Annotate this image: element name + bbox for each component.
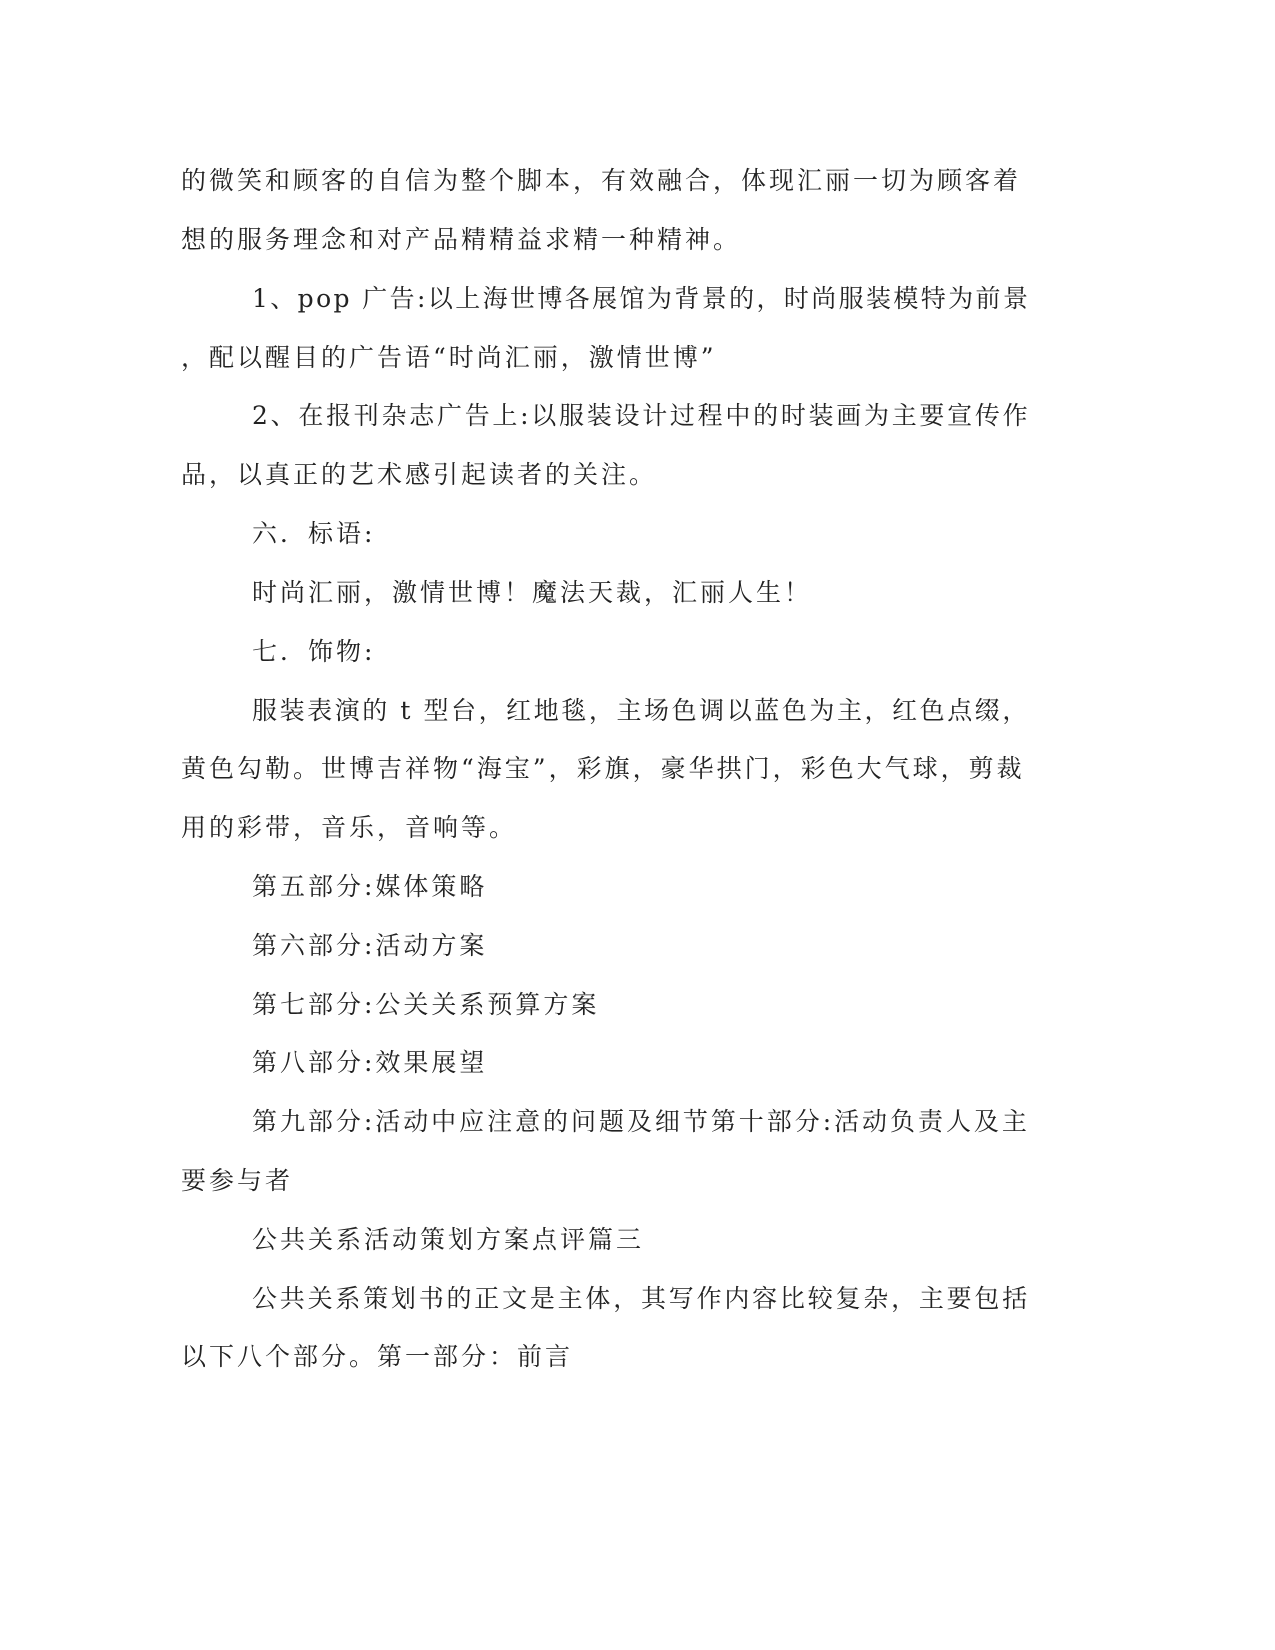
part-seven-heading: 第七部分:公关关系预算方案 bbox=[252, 990, 600, 1019]
part-five-heading: 第五部分:媒体策略 bbox=[252, 872, 488, 901]
text-line-5: 2、在报刊杂志广告上:以服装设计过程中的时装画为主要宣传作 bbox=[252, 401, 1031, 430]
text-line-4: ，配以醒目的广告语“时尚汇丽，激情世博” bbox=[181, 343, 717, 372]
text-line-3: 1、pop 广告:以上海世博各展馆为背景的，时尚服装模特为前景 bbox=[252, 284, 1031, 313]
section-heading-slogan: 六．标语: bbox=[252, 519, 376, 548]
text-line-10: 服装表演的 t 型台，红地毯，主场色调以蓝色为主，红色点缀， bbox=[252, 696, 1030, 725]
text-line-8: 时尚汇丽，激情世博！魔法天裁，汇丽人生！ bbox=[252, 578, 813, 607]
text-line-20: 公共关系策划书的正文是主体，其写作内容比较复杂，主要包括 bbox=[252, 1284, 1031, 1313]
text-line-11: 黄色勾勒。世博吉祥物“海宝”，彩旗，豪华拱门，彩色大气球，剪裁 bbox=[181, 754, 1025, 783]
text-line-12: 用的彩带，音乐，音响等。 bbox=[181, 813, 518, 842]
part-eight-heading: 第八部分:效果展望 bbox=[252, 1048, 488, 1077]
text-line-6: 品，以真正的艺术感引起读者的关注。 bbox=[181, 460, 658, 489]
text-line-2: 想的服务理念和对产品精精益求精一种精神。 bbox=[181, 225, 742, 254]
text-line-21: 以下八个部分。第一部分：前言 bbox=[181, 1342, 574, 1371]
text-line-1: 的微笑和顾客的自信为整个脚本，有效融合，体现汇丽一切为顾客着 bbox=[181, 166, 1022, 195]
part-nine-heading: 第九部分:活动中应注意的问题及细节第十部分:活动负责人及主 bbox=[252, 1107, 1030, 1136]
section-heading-decorations: 七．饰物: bbox=[252, 637, 376, 666]
text-line-18: 要参与者 bbox=[181, 1166, 294, 1195]
article-title: 公共关系活动策划方案点评篇三 bbox=[252, 1225, 645, 1254]
part-six-heading: 第六部分:活动方案 bbox=[252, 931, 488, 960]
